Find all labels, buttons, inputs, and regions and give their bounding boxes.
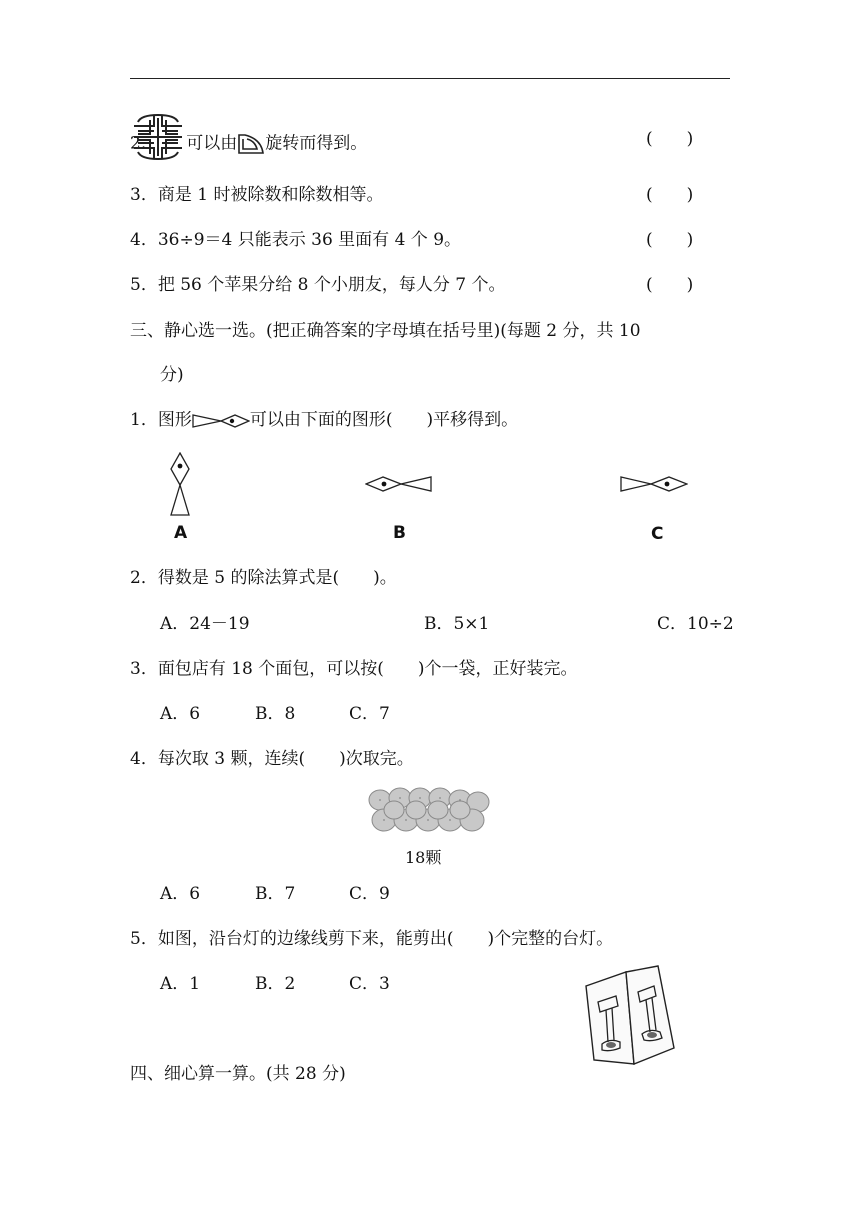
option-b-fish-figure [365,475,433,493]
judge-q3-answer-paren[interactable]: ( ) [646,185,694,205]
quarter-lattice-piece-icon [237,133,265,155]
choice-q5-text: 5．如图，沿台灯的边缘线剪下来，能剪出( )个完整的台灯。 [130,929,614,949]
judge-q2-text-a: 可以由 [186,133,238,154]
choice-q3-option-b[interactable]: B．8 [255,704,296,724]
choice-q3-text: 3．面包店有 18 个面包，可以按( )个一袋，正好装完。 [130,659,578,679]
window-lattice-pattern-icon [130,112,186,162]
choice-q4-option-b[interactable]: B．7 [255,884,296,904]
choice-q1 [130,409,518,431]
header-rule [130,78,730,79]
section3-title-line1: 三、静心选一选。(把正确答案的字母填在括号里)(每题 2 分，共 10 [130,321,641,341]
choice-q2-option-b[interactable]: B．5×1 [424,614,490,634]
choice-q2-option-c[interactable]: C．10÷2 [657,614,734,634]
option-b-label: B [393,523,406,543]
choice-q2-option-a[interactable]: A．24－19 [160,614,250,634]
choice-q1-text-b: 可以由下面的图形( )平移得到。 [249,410,519,430]
judge-q2-text-b: 旋转而得到。 [265,133,368,154]
choice-q4-option-a[interactable]: A．6 [160,884,201,904]
strawberries-illustration [366,786,494,838]
choice-q4-text: 4．每次取 3 颗，连续( )次取完。 [130,749,414,769]
choice-q5-option-b[interactable]: B．2 [255,974,296,994]
judge-q5-text: 5．把 56 个苹果分给 8 个小朋友，每人分 7 个。 [130,275,506,295]
judge-q2 [130,126,367,162]
option-a-vertical-fish-figure [170,452,190,518]
folded-paper-lamp-illustration [582,964,682,1068]
choice-q3-option-c[interactable]: C．7 [349,704,390,724]
judge-q2-number: 2. [130,133,147,154]
section3-title-line2: 分) [160,365,184,385]
choice-q5-option-c[interactable]: C．3 [349,974,390,994]
option-c-fish-figure [620,475,688,493]
choice-q1-text-a: 1．图形 [130,410,192,430]
choice-q3-option-a[interactable]: A．6 [160,704,201,724]
judge-q2-answer-paren[interactable]: ( ) [646,129,694,149]
judge-q4-text: 4．36÷9＝4 只能表示 36 里面有 4 个 9。 [130,230,462,250]
section4-title: 四、细心算一算。(共 28 分) [130,1064,346,1084]
judge-q3-text: 3．商是 1 时被除数和除数相等。 [130,185,384,205]
strawberries-caption: 18颗 [405,848,442,867]
option-c-label: C [651,524,664,544]
fish-shape-icon [192,413,250,429]
judge-q5-answer-paren[interactable]: ( ) [646,275,694,295]
choice-q5-option-a[interactable]: A．1 [160,974,201,994]
choice-q4-option-c[interactable]: C．9 [349,884,390,904]
choice-q2-text: 2．得数是 5 的除法算式是( )。 [130,568,397,588]
judge-q4-answer-paren[interactable]: ( ) [646,230,694,250]
option-a-label: A [174,523,188,543]
